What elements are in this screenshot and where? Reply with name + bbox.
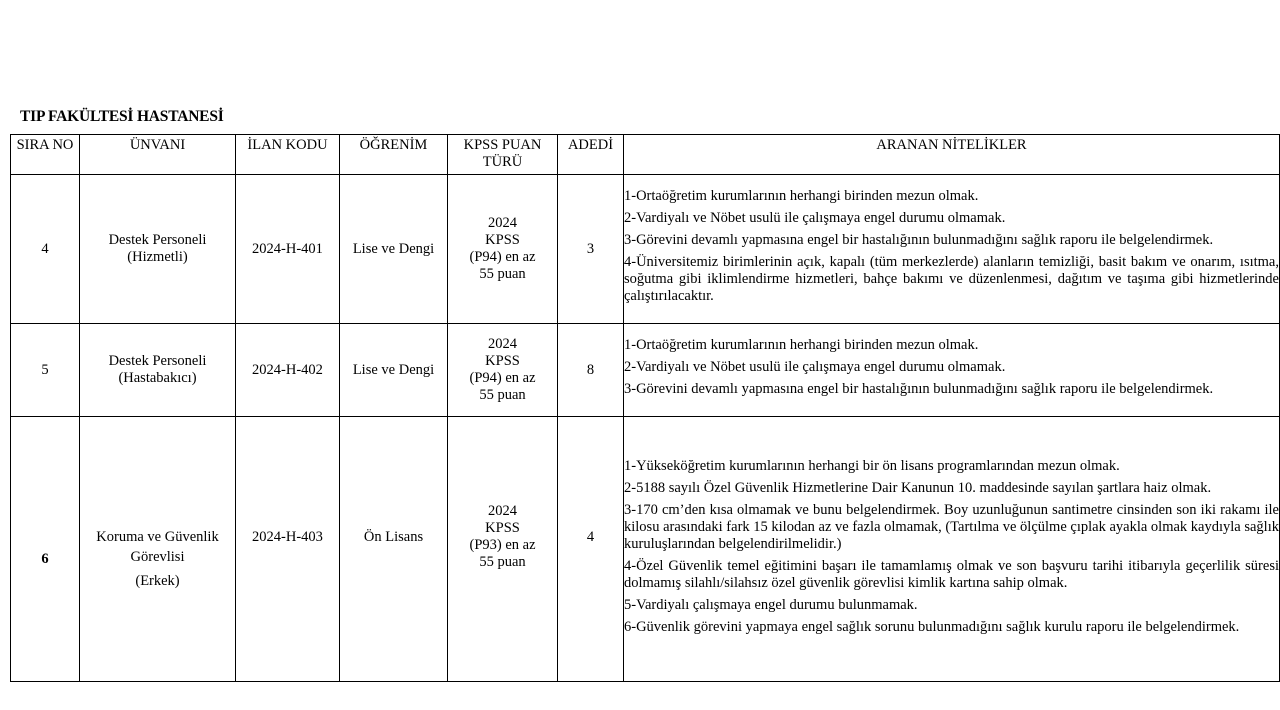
kpss-line1: 2024 <box>488 336 517 352</box>
cell-kpss <box>448 417 558 682</box>
header-kpss-line1: KPSS PUAN <box>463 137 542 153</box>
requirement-item: 2-Vardiyalı ve Nöbet usulü ile çalışmaya engel durumu olmamak. <box>624 210 1006 226</box>
unvani-line2: Görevlisi <box>130 549 185 565</box>
requirement-item: 2-Vardiyalı ve Nöbet usulü ile çalışmaya engel durumu olmamak. <box>624 359 1006 375</box>
table-row <box>11 324 1280 417</box>
table-header-row <box>11 135 1280 175</box>
kpss-line1: 2024 <box>488 215 517 231</box>
cell-adedi: 8 <box>558 324 624 417</box>
kpss-line3: (P93) en az <box>469 537 536 553</box>
cell-aranan-nitelikler <box>624 417 1280 682</box>
job-postings-table <box>10 134 1280 682</box>
cell-unvani <box>80 417 236 682</box>
requirement-item: 2-5188 sayılı Özel Güvenlik Hizmetlerine Dair Kanunun 10. maddesinde sayılan şartlara haiz olmak. <box>624 479 1212 496</box>
cell-sira-no <box>11 417 80 682</box>
header-sira-no: SIRA NO <box>11 135 80 175</box>
cell-adedi: 3 <box>558 175 624 324</box>
kpss-line3: (P94) en az <box>469 370 536 386</box>
table-row <box>11 417 1280 682</box>
requirement-item: 1-Yükseköğretim kurumlarının herhangi bir ön lisans programlarından mezun olmak. <box>624 457 1120 474</box>
unvani-line2: (Hizmetli) <box>127 249 188 265</box>
cell-ogrenim: Lise ve Dengi <box>340 324 448 417</box>
header-aranan-nitelikler: ARANAN NİTELİKLER <box>624 135 1280 175</box>
unvani-line1: Koruma ve Güvenlik <box>96 529 219 545</box>
requirement-item: 1-Ortaöğretim kurumlarının herhangi birinden mezun olmak. <box>624 337 979 353</box>
requirement-item: 1-Ortaöğretim kurumlarının herhangi birinden mezun olmak. <box>624 188 979 204</box>
cell-ogrenim: Lise ve Dengi <box>340 175 448 324</box>
kpss-line2: KPSS <box>485 520 520 536</box>
cell-unvani <box>80 175 236 324</box>
cell-ilan-kodu: 2024-H-402 <box>236 324 340 417</box>
requirement-item: 3-Görevini devamlı yapmasına engel bir hastalığının bulunmadığını sağlık raporu ile belgelendirmek. <box>624 232 1214 248</box>
requirement-item: 3-Görevini devamlı yapmasına engel bir hastalığının bulunmadığını sağlık raporu ile belgelendirmek. <box>624 381 1214 397</box>
cell-ogrenim <box>340 417 448 682</box>
ilan-kodu-value: 2024-H-403 <box>252 528 323 545</box>
table-row <box>11 175 1280 324</box>
unvani-line3: (Erkek) <box>135 573 180 589</box>
requirement-item: 5-Vardiyalı çalışmaya engel durumu bulunmamak. <box>624 596 918 613</box>
header-adedi: ADEDİ <box>558 135 624 175</box>
cell-sira-no: 5 <box>11 324 80 417</box>
section-title: TIP FAKÜLTESİ HASTANESİ <box>20 108 224 125</box>
cell-aranan-nitelikler <box>624 175 1280 324</box>
kpss-line2: KPSS <box>485 353 520 369</box>
ogrenim-value: Ön Lisans <box>363 528 424 545</box>
header-kpss-puan-turu <box>448 135 558 175</box>
kpss-line3: (P94) en az <box>469 249 536 265</box>
cell-aranan-nitelikler <box>624 324 1280 417</box>
cell-ilan-kodu <box>236 417 340 682</box>
requirement-item: 4-Özel Güvenlik temel eğitimini başarı ile tamamlamış olmak ve son başvuru tarihi itibarıyla geçerlilik süresi dolmamış silahlı/silahsız özel güvenlik görevlisi kimlik kartına sahip olmak. <box>624 557 1279 591</box>
unvani-line1: Destek Personeli <box>108 232 207 248</box>
unvani-line1: Destek Personeli <box>108 353 207 369</box>
cell-sira-no: 4 <box>11 175 80 324</box>
header-unvani: ÜNVANI <box>80 135 236 175</box>
cell-unvani <box>80 324 236 417</box>
kpss-line1: 2024 <box>488 503 517 519</box>
requirement-item: 4-Üniversitemiz birimlerinin açık, kapalı (tüm merkezlerde) alanların temizliği, basit bakım ve onarım, ısıtma, soğutma gibi iklimlendirme hizmetleri, bahçe bakımı ve düzenlenmesi, dağıtım ve taşıma gibi hizmetlerinde çalıştırılacaktır. <box>624 254 1279 304</box>
kpss-line4: 55 puan <box>479 266 526 282</box>
cell-adedi <box>558 417 624 682</box>
cell-ilan-kodu: 2024-H-401 <box>236 175 340 324</box>
kpss-line4: 55 puan <box>479 554 526 570</box>
kpss-line2: KPSS <box>485 232 520 248</box>
header-ilan-kodu: İLAN KODU <box>236 135 340 175</box>
header-ogrenim: ÖĞRENİM <box>340 135 448 175</box>
kpss-line4: 55 puan <box>479 387 526 403</box>
requirement-item: 3-170 cm’den kısa olmamak ve bunu belgelendirmek. Boy uzunluğunun santimetre cinsinden son iki rakamı ile kilosu arasındaki fark 15 kilodan az ve fazla olmamak, (Tartılma ve ölçülme çıplak ayakla olmak kaydıyla sağlık kuruluşlarından belgelendirilmelidir.) <box>624 501 1279 552</box>
cell-kpss <box>448 324 558 417</box>
cell-kpss <box>448 175 558 324</box>
requirement-item: 6-Güvenlik görevini yapmaya engel sağlık sorunu bulunmadığını sağlık kurulu raporu ile belgelendirmek. <box>624 618 1240 635</box>
unvani-line2: (Hastabakıcı) <box>118 370 197 386</box>
header-kpss-line2: TÜRÜ <box>482 154 523 170</box>
sira-no-value: 6 <box>41 550 49 567</box>
adedi-value: 4 <box>586 528 595 545</box>
